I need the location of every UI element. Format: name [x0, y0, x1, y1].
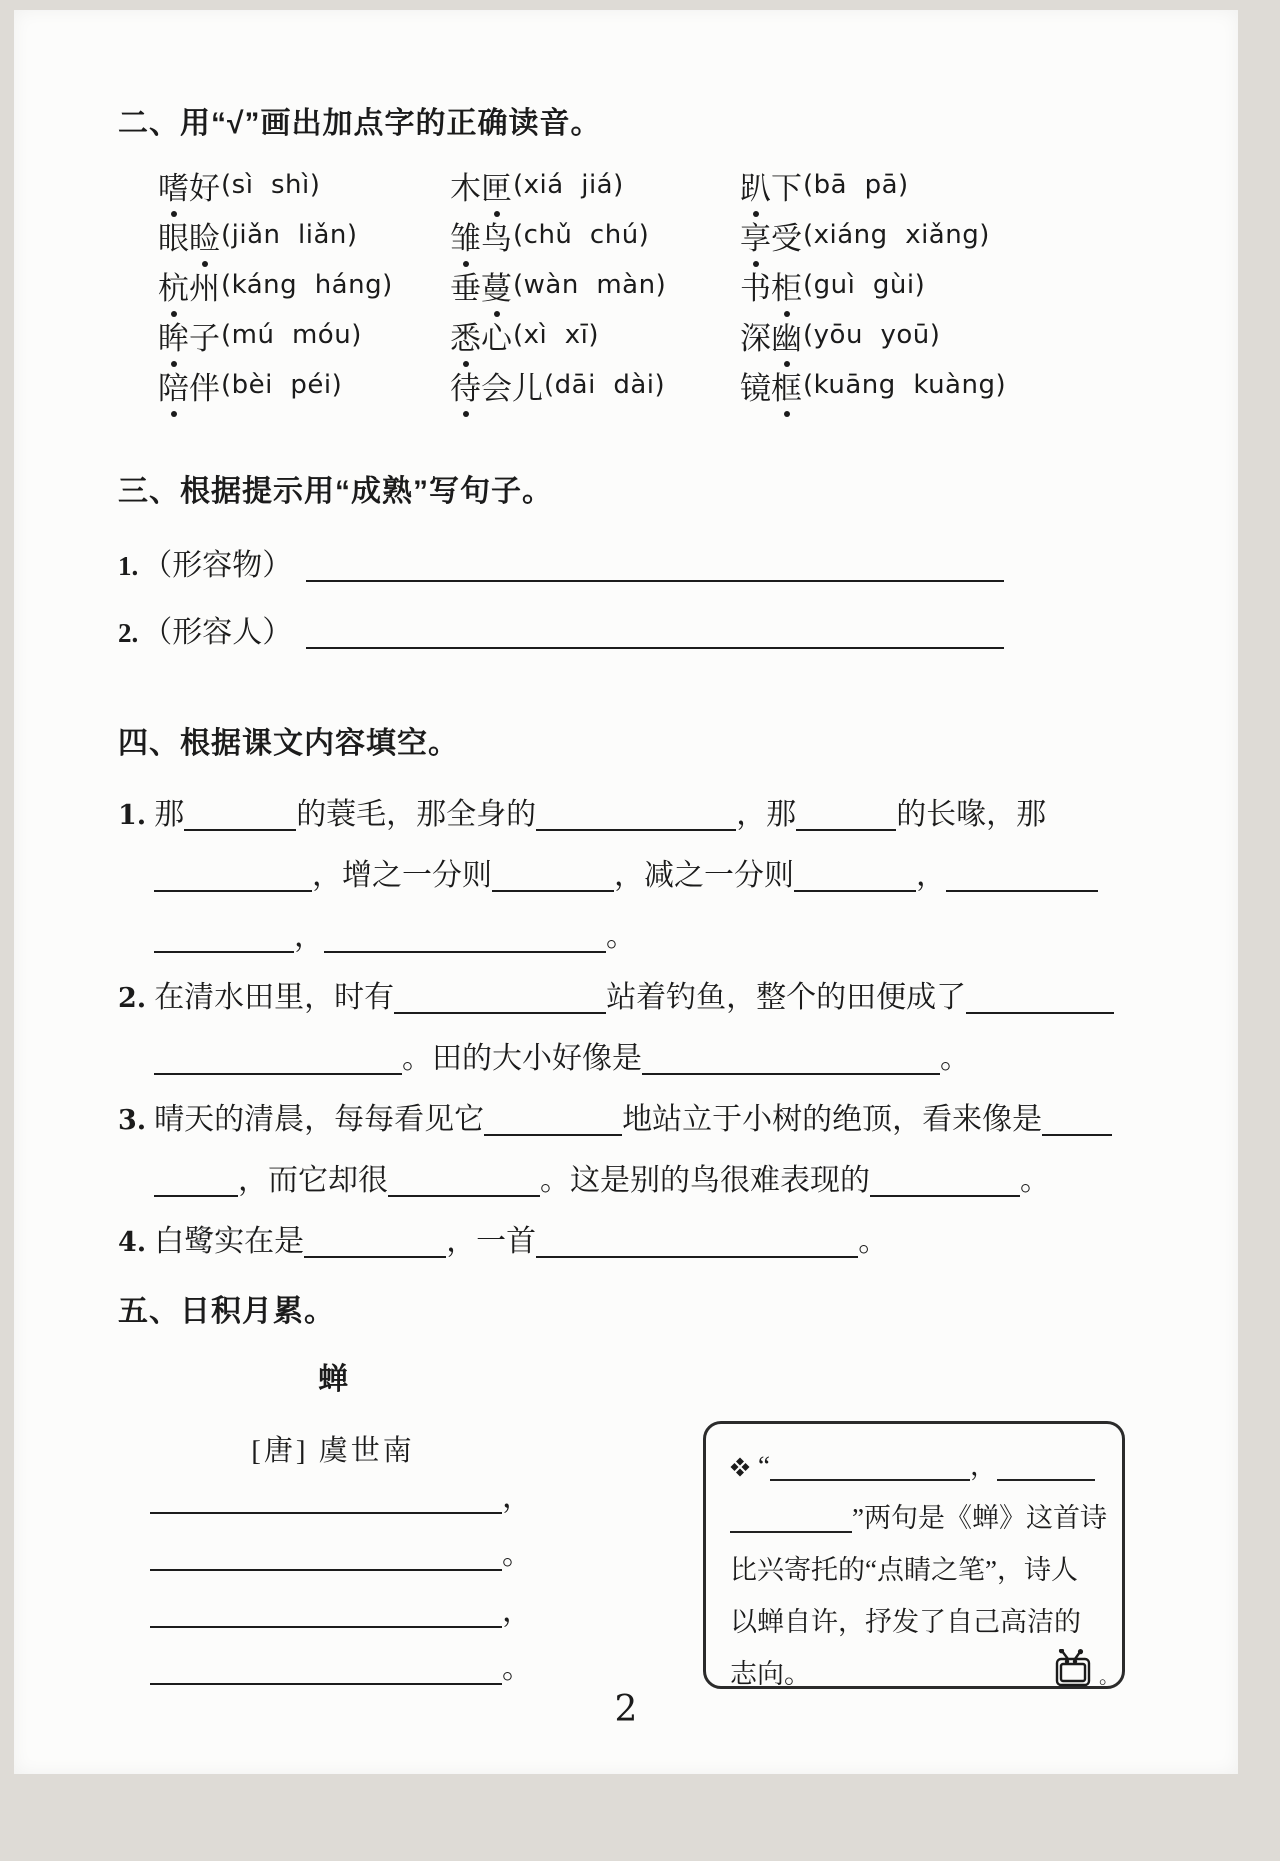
diamond-bullet-icon [730, 1457, 750, 1477]
dotted-char: 柜 [771, 263, 802, 308]
pron-word: 雏 鸟 (chǔ chú) [450, 210, 740, 260]
pron-word: 嗜 好 (sì shì) [158, 160, 450, 210]
answer-blank [150, 1653, 502, 1685]
sentence-item [118, 532, 1018, 599]
answer-blank [154, 921, 294, 953]
pinyin-options: (wàn màn) [513, 270, 667, 300]
pron-word: 垂 蔓 (wàn màn) [450, 260, 740, 310]
answer-blank [946, 860, 1098, 892]
fill-item-1-line-2: ，增之一分则 ，减之一分则 ， [118, 845, 1018, 906]
worksheet-page [14, 10, 1238, 1774]
answer-blank [306, 550, 1004, 582]
fill-item-1-line-1: 1. 那 的蓑毛，那全身的 ，那 的长喙，那 [118, 798, 1047, 831]
pron-word: 木 匣 (xiá jiá) [450, 160, 740, 210]
pinyin-options: (sì shì) [221, 170, 321, 200]
pron-word: 待 会儿 (dāi dài) [450, 360, 740, 410]
dotted-char: 待 [450, 363, 481, 408]
dotted-char: 趴 [740, 163, 771, 208]
answer-blank [324, 921, 606, 953]
sentence-item [118, 599, 1018, 666]
answer-blank [388, 1165, 540, 1197]
pinyin-options: (bā pā) [803, 170, 909, 200]
dotted-char: 嗜 [158, 163, 189, 208]
answer-blank [966, 982, 1114, 1014]
section-pronunciation [118, 98, 1018, 410]
dotted-char: 享 [740, 213, 771, 258]
fill-item-2-line-2: 。田的大小好像是 。 [118, 1028, 1018, 1089]
item-number: 1. [118, 551, 139, 581]
section-sentences [118, 466, 1018, 666]
dotted-char: 雏 [450, 213, 481, 258]
poem-line-blank: ， [118, 1583, 618, 1640]
pinyin-options: (káng háng) [221, 270, 393, 300]
answer-blank [794, 860, 916, 892]
page-number: 2 [614, 1689, 638, 1730]
section5-title: 五、日积月累。 [118, 1295, 335, 1328]
answer-blank [770, 1453, 970, 1481]
answer-blank [154, 860, 312, 892]
section-accumulation [118, 1286, 1119, 1861]
answer-blank [642, 1043, 940, 1075]
item-label: （形容物） [142, 549, 293, 582]
quote-open: “ [758, 1451, 770, 1481]
hint-line-4: 以蝉自许，抒发了自己高洁的 [730, 1607, 1081, 1637]
pron-word: 悉 心 (xì xī) [450, 310, 740, 360]
pron-word: 享 受 (xiáng xiǎng) [740, 210, 1018, 260]
pinyin-options: (kuāng kuàng) [803, 370, 1007, 400]
hint-line-2: ”两句是《蝉》这首诗 [730, 1492, 1102, 1544]
poem-author: [唐] 虞世南 [251, 1435, 415, 1467]
answer-blank [870, 1165, 1020, 1197]
answer-blank [306, 617, 1004, 649]
poem-title: 蝉 [318, 1363, 348, 1396]
answer-blank [150, 1482, 502, 1514]
answer-blank [536, 799, 736, 831]
dotted-char: 匣 [481, 163, 512, 208]
pron-word: 眸 子 (mú móu) [158, 310, 450, 360]
section3-title: 三、根据提示用“成熟”写句子。 [118, 475, 553, 508]
dotted-char: 悉 [450, 313, 481, 358]
poem-column [118, 1354, 618, 1697]
answer-blank [154, 1165, 238, 1197]
item-label: （形容人） [142, 616, 293, 649]
answer-blank [1042, 1104, 1112, 1136]
pron-word: 镜 框 (kuāng kuàng) [740, 360, 1018, 410]
pinyin-options: (dāi dài) [544, 370, 666, 400]
fill-item-1-line-3: ， 。 [118, 906, 1018, 967]
answer-blank [304, 1226, 446, 1258]
item-number: 2. [118, 618, 139, 648]
fill-item-3-line-1: 3. 晴天的清晨，每每看见它 地站立于小树的绝顶，看来像是 [118, 1089, 1018, 1150]
pron-word: 书 柜 (guì gùi) [740, 260, 1018, 310]
answer-blank [150, 1596, 502, 1628]
answer-blank [796, 799, 896, 831]
pinyin-options: (mú móu) [221, 320, 362, 350]
period-after-icon: 。 [1099, 1666, 1119, 1688]
answer-blank [536, 1226, 858, 1258]
pinyin-options: (xiáng xiǎng) [803, 220, 990, 250]
pron-word: 杭 州 (káng háng) [158, 260, 450, 310]
hint-line-1: “ ， [730, 1440, 1102, 1492]
answer-blank [394, 982, 606, 1014]
answer-blank [184, 799, 296, 831]
dotted-char: 睑 [189, 213, 220, 258]
poem-line-blank: 。 [118, 1640, 618, 1697]
pinyin-options: (xiá jiá) [513, 170, 624, 200]
tv-icon [1051, 1649, 1099, 1693]
pronunciation-grid [158, 160, 1018, 410]
dotted-char: 杭 [158, 263, 189, 308]
dotted-char: 陪 [158, 363, 189, 408]
pron-word: 趴 下 (bā pā) [740, 160, 1018, 210]
dotted-char: 蔓 [481, 263, 512, 308]
dotted-char: 眸 [158, 313, 189, 358]
pron-word: 眼 睑 (jiǎn liǎn) [158, 210, 450, 260]
dotted-char: 框 [771, 363, 802, 408]
pinyin-options: (jiǎn liǎn) [221, 220, 358, 250]
fill-item-2-line-1: 2. 在清水田里，时有 站着钓鱼，整个的田便成了 [118, 967, 1018, 1028]
answer-blank [997, 1453, 1095, 1481]
pinyin-options: (chǔ chú) [513, 220, 650, 250]
pinyin-options: (guì gùi) [803, 270, 926, 300]
poem-line-blank: ， [118, 1469, 618, 1526]
pron-word: 陪 伴 (bèi péi) [158, 360, 450, 410]
fill-item-3-line-2: ，而它却很 。这是别的鸟很难表现的 。 [118, 1150, 1018, 1211]
answer-blank [150, 1539, 502, 1571]
section2-title: 二、用“√”画出加点字的正确读音。 [118, 107, 602, 140]
answer-blank [730, 1505, 852, 1533]
fill-item-4-line-1: 4. 白鹭实在是 ，一首 。 [118, 1225, 889, 1258]
worksheet-content [118, 10, 1119, 1861]
hint-line-5: 志向。 。 [730, 1648, 1102, 1700]
answer-blank [154, 1043, 402, 1075]
answer-blank [492, 860, 614, 892]
pinyin-options: (yōu yoū) [803, 320, 941, 350]
pron-word: 深 幽 (yōu yoū) [740, 310, 1018, 360]
section4-title: 四、根据课文内容填空。 [118, 727, 459, 760]
pinyin-options: (xì xī) [513, 320, 600, 350]
hint-line-3: 比兴寄托的“点睛之笔”，诗人 [730, 1555, 1078, 1585]
pinyin-options: (bèi péi) [221, 370, 343, 400]
section-fill-blanks [118, 718, 1050, 1272]
poem-line-blank: 。 [118, 1526, 618, 1583]
answer-blank [484, 1104, 622, 1136]
poem-hint-box [703, 1421, 1125, 1689]
dotted-char: 幽 [771, 313, 802, 358]
